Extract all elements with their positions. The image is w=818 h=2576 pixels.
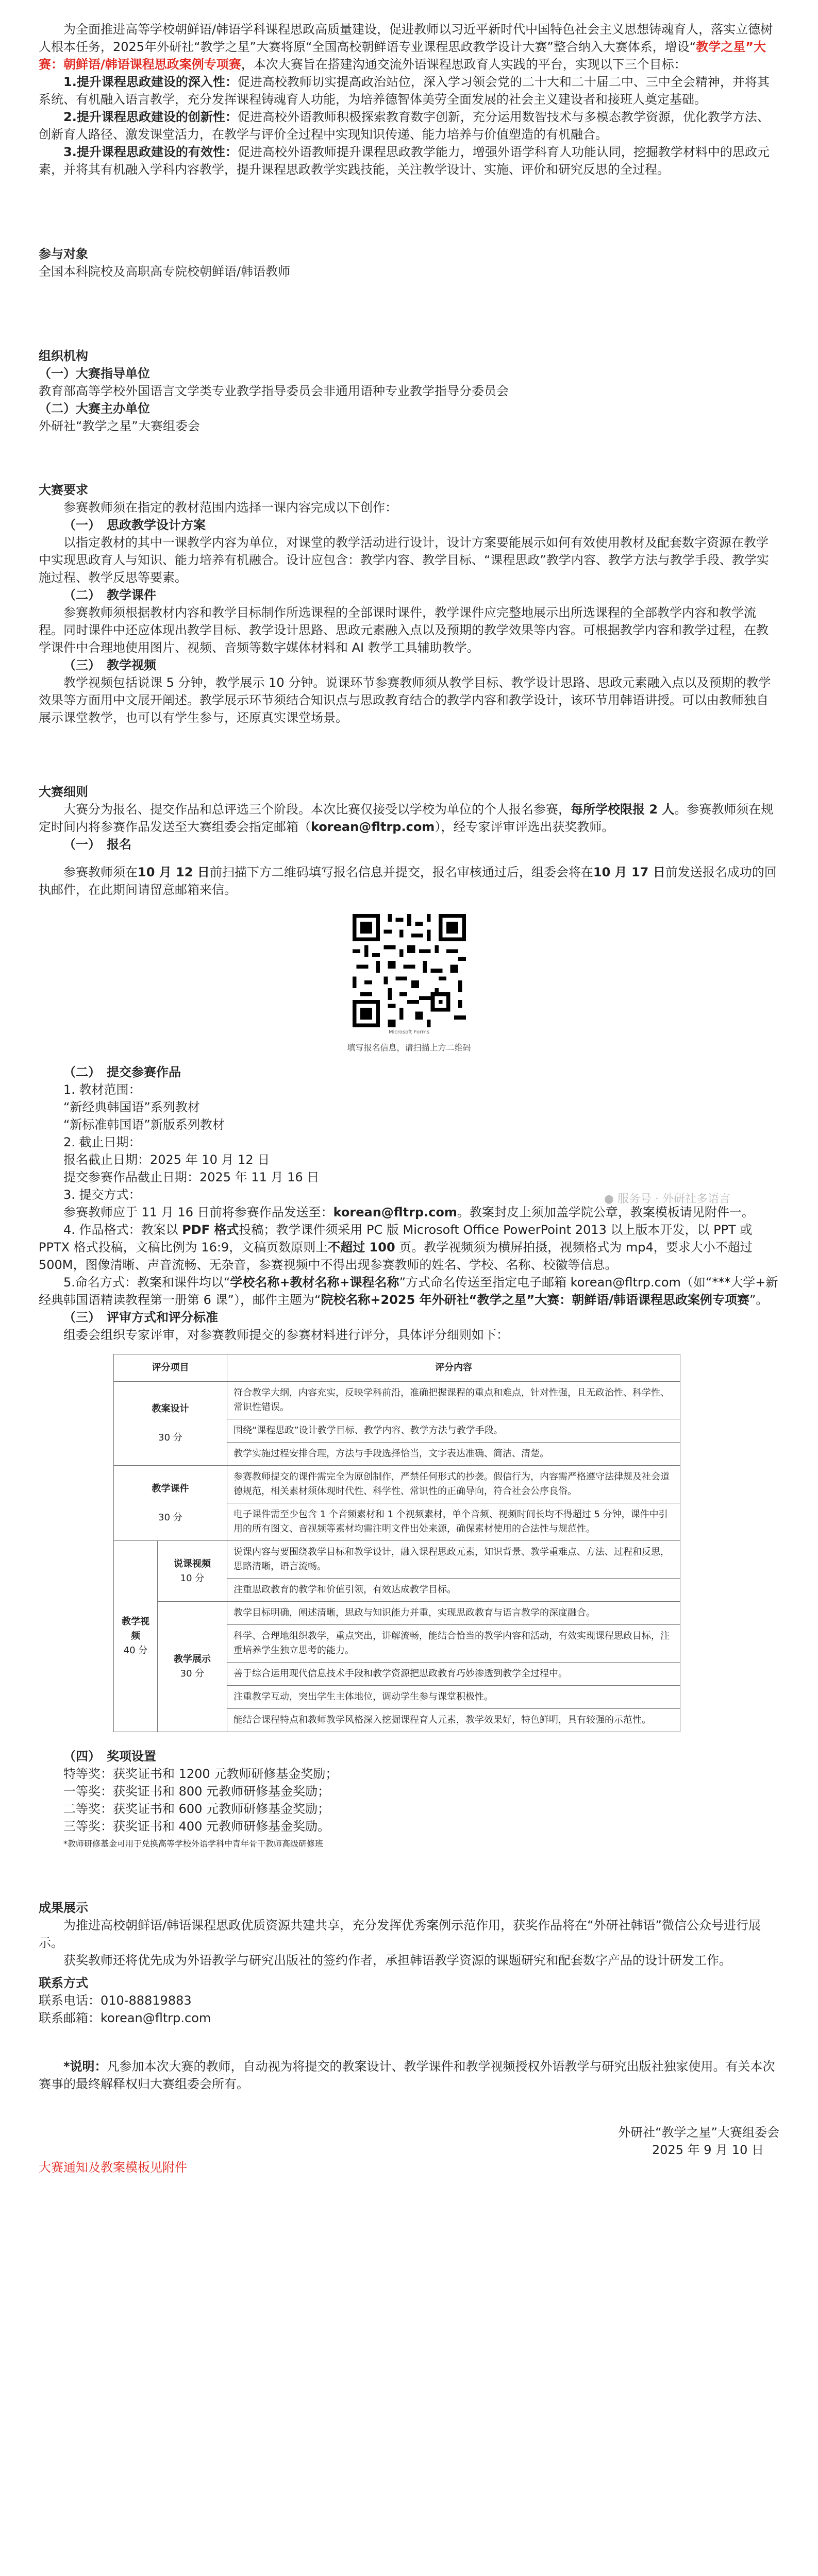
req-courseware-text: 参赛教师须根据教材内容和教学目标制作所选课程的全部课时课件，教学课件应完整地展示出所选课程的全部教学内容和教学流程。同时课件中还应体现出教学目标、教学设计思路、思政元素融入点以及预期的教学效果等内容。可根据教学内容和教学过程，在教学课件中合理地使用图片、视频、音频等数字媒体材料和 AI 教学工具辅助教学。 — [39, 605, 769, 655]
goal-1-text: 促进高校教师切实提高政治站位，深入学习领会党的二十大和二十届二中、三中全会精神，并将其系统、有机融入语言教学，充分发挥课程铸魂育人功能，为培养德智体美劳全面发展的社会主义建设者和接班人奠定基础。 — [39, 75, 770, 107]
intro-paragraph — [39, 21, 779, 73]
rules-intro — [39, 801, 779, 836]
table-cell: 电子课件需至少包含 1 个音频素材和 1 个视频素材，单个音频、视频时间长均不得超过 5 分钟，课件中引用的所有图文、音视频等素材均需注明文件出处来源，确保素材使用的合法性与规范性。 — [227, 1503, 680, 1541]
reg-receipt-date: 10 月 17 日 — [593, 865, 665, 879]
req-plan-text: 以指定教材的其中一课教学内容为单位，对课堂的教学活动进行设计，设计方案要能展示如何有效使用教材及配套数字资源在教学中实现思政育人与知识、能力培养有机融合。设计应包含：教学内容、教学目标、“课程思政”教学内容、教学方法与教学手段、教学实施过程、教学反思等要素。 — [39, 535, 769, 585]
rules-limit: 每所学校限报 2 人 — [571, 802, 675, 817]
goal-2-text: 促进高校外语教师积极探索教育数字创新，充分运用数智技术与多模态教学资源，优化教学方法、创新育人路径、激发课堂活力，在教学与评价全过程中实现知识传递、能力培养与价值塑造的有机融合。 — [39, 110, 770, 142]
courseware-category — [114, 1466, 227, 1541]
rules-text-d: ），经专家评审评选出获奖教师。 — [435, 820, 614, 834]
scoring-table — [113, 1354, 680, 1732]
format-c: 投稿；教学课件须采用 PC 版 Microsoft Office PowerPoint 2013 以上版本开发，以 PPT 或 PPTX 格式投稿，文稿比例为 16:9，文稿页数原则上 — [39, 1223, 753, 1255]
results-text-1: 为推进高校朝鲜语/韩语课程思政优质资源共建共享，充分发挥优秀案例示范作用，获奖作品将在“外研社韩语”微信公众号进行展示。 — [39, 1918, 761, 1950]
qr-code-icon — [353, 914, 466, 1027]
intro-text-end: ，本次大赛旨在搭建沟通交流外语课程思政育人实践的平台，实现以下三个目标： — [241, 57, 687, 72]
table-row — [114, 1466, 680, 1503]
awards-heading: （四） 奖项设置 — [63, 1749, 156, 1764]
watermark — [604, 1190, 730, 1206]
goal-2-title: 2.提升课程思政建设的创新性： — [63, 110, 238, 124]
submission-heading: （二） 提交参赛作品 — [63, 1065, 181, 1079]
talk-subcategory — [158, 1541, 227, 1602]
table-cell: 教学实施过程安排合理，方法与手段选择恰当，文字表达准确、简洁、清楚。 — [227, 1443, 680, 1466]
talk-score: 10 分 — [180, 1572, 205, 1584]
table-header-item: 评分项目 — [114, 1354, 227, 1382]
goal-3-title: 3.提升课程思政建设的有效性： — [63, 145, 238, 159]
requirements-heading: 大赛要求 — [39, 483, 88, 497]
table-cell: 能结合课程特点和教师教学风格深入挖掘课程育人元素，教学效果好，特色鲜明，具有较强的示范性。 — [227, 1709, 680, 1732]
plan-score: 30 分 — [158, 1432, 182, 1443]
table-cell: 围绕“课程思政”设计教学目标、教学内容、教学方法与教学手段。 — [227, 1419, 680, 1443]
req-video-heading: （三） 教学视频 — [63, 658, 156, 672]
talk-name: 说课视频 — [174, 1558, 211, 1569]
table-cell: 教学目标明确，阐述清晰，思政与知识能力并重，实现思政教育与语言教学的深度融合。 — [227, 1602, 680, 1625]
method-text-b: 。教案封皮上须加盖学院公章，教案模板请见附件一。 — [457, 1205, 754, 1219]
org-guide-text: 教育部高等学校外国语言文学类专业教学指导委员会非通用语种专业教学指导分委员会 — [39, 384, 509, 398]
materials-series-2: “新标准韩国语”新版系列教材 — [63, 1117, 225, 1132]
courseware-score: 30 分 — [158, 1512, 182, 1523]
req-courseware-heading: （二） 教学课件 — [63, 588, 156, 602]
video-name: 教学视频 — [122, 1616, 149, 1641]
signature-org: 外研社“教学之星”大赛组委会 — [618, 2125, 779, 2140]
organization-heading: 组织机构 — [39, 349, 88, 363]
rules-heading: 大赛细则 — [39, 785, 88, 799]
video-category — [114, 1541, 158, 1732]
naming-c: ”方式命名传送至指定电子邮箱 korean@fltrp.com（如“***大学+新经典韩国语精读教程第一册第 6 课”），邮件主题为“ — [39, 1275, 778, 1307]
org-host-text: 外研社“教学之星”大赛组委会 — [39, 419, 200, 433]
wechat-icon: ● — [604, 1193, 614, 1206]
rules-text-c: 。参赛教师须在规定时间内将参赛作品发送至大赛组委会指定邮箱（ — [39, 802, 774, 834]
table-cell: 符合教学大纲，内容充实，反映学科前沿，准确把握课程的重点和难点，针对性强，且无政治性、科学性、常识性错误。 — [227, 1382, 680, 1419]
award-third: 三等奖：获奖证书和 400 元教师研修基金奖励。 — [63, 1819, 330, 1834]
submission-email-link[interactable]: korean@fltrp.com — [333, 1205, 457, 1219]
disclaimer — [39, 2058, 779, 2093]
award-second: 二等奖：获奖证书和 600 元教师研修基金奖励； — [63, 1802, 330, 1816]
award-first: 一等奖：获奖证书和 800 元教师研修基金奖励； — [63, 1784, 330, 1799]
participants-text: 全国本科院校及高职高专院校朝鲜语/韩语教师 — [39, 264, 291, 279]
evaluation-heading: （三） 评审方式和评分标准 — [63, 1310, 218, 1325]
org-guide-heading: （一）大赛指导单位 — [39, 366, 150, 381]
disclaimer-text: 凡参加本次大赛的教师，自动视为将提交的教案设计、教学课件和教学视频授权外语教学与研究出版社独家使用。有关本次赛事的最终解释权归大赛组委会所有。 — [39, 2059, 775, 2091]
method-text-a: 参赛教师应于 11 月 16 日前将参赛作品发送至： — [63, 1205, 333, 1219]
rules-email-link[interactable]: korean@fltrp.com — [311, 820, 435, 834]
table-cell: 参赛教师提交的课件需完全为原创制作，严禁任何形式的抄袭。假信行为，内容需严格遵守法律规及社会道德规范，相关素材须体现时代性、科学性、常识性的正确导向，符合社会公序良俗。 — [227, 1466, 680, 1503]
deadline-registration: 报名截止日期：2025 年 10 月 12 日 — [63, 1153, 270, 1167]
deadline-submission: 提交参赛作品截止日期：2025 年 11 月 16 日 — [63, 1170, 320, 1184]
table-row — [114, 1602, 680, 1625]
reg-deadline: 10 月 12 日 — [138, 865, 210, 879]
org-host-heading: （二）大赛主办单位 — [39, 401, 150, 416]
materials-series-1: “新经典韩国语”系列教材 — [63, 1100, 200, 1114]
results-text-2: 获奖教师还将优先成为外语教学与研究出版社的签约作者，承担韩语教学资源的课题研究和配套数字产品的设计研发工作。 — [63, 1953, 731, 1968]
format-e: 页。教学视频须为横屏拍摄，视频格式为 mp4，要求大小不超过 500M，图像清晰、声音流畅、无杂音，参赛视频中不得出现参赛教师的姓名、学校、名称、校徽等信息。 — [39, 1240, 753, 1272]
goal-2 — [39, 108, 779, 143]
goal-3 — [39, 143, 779, 178]
contact-phone: 联系电话：010-88819883 — [39, 1993, 192, 2008]
deadline-label: 2. 截止日期： — [63, 1135, 141, 1149]
submission-method-label: 3. 提交方式： — [63, 1188, 141, 1202]
format-a: 4. 作品格式：教案以 — [63, 1223, 182, 1237]
naming-subject: 院校名称+2025 年外研社“教学之星”大赛：朝鲜语/韩语课程思政案例专项赛 — [321, 1293, 749, 1307]
registration-text — [39, 863, 779, 899]
qr-caption: 填写报名信息，请扫描上方二维码 — [347, 1043, 471, 1053]
evaluation-text: 组委会组织专家评审，对参赛教师提交的参赛材料进行评分，具体评分细则如下： — [63, 1328, 509, 1342]
rules-text-a: 大赛分为报名、提交作品和总评选三个阶段。本次比赛仅接受以学校为单位的个人报名参赛， — [63, 802, 571, 817]
disclaimer-label: *说明： — [63, 2059, 107, 2074]
results-heading: 成果展示 — [39, 1901, 88, 1915]
req-video-text: 教学视频包括说课 5 分钟，教学展示 10 分钟。说课环节参赛教师须从教学目标、教学设计思路、思政元素融入点以及预期的教学效果等方面用中文展开阐述。教学展示环节须结合知识点与思政教育结合的教学内容和教学设计，该环节用韩语讲授。可以由教师独自展示课堂教学，也可以有学生参与，还原真实课堂场景。 — [39, 675, 771, 725]
goal-1-title: 1.提升课程思政建设的深入性： — [63, 75, 238, 89]
format-pdf: PDF 格式 — [182, 1223, 239, 1237]
naming-a: 5.命名方式：教案和课件均以“ — [63, 1275, 230, 1290]
format-page-limit: 不超过 100 — [328, 1240, 395, 1255]
contact-heading: 联系方式 — [39, 1976, 88, 1990]
table-cell: 善于综合运用现代信息技术手段和教学资源把思政教育巧妙渗透到教学全过程中。 — [227, 1663, 680, 1686]
award-special: 特等奖：获奖证书和 1200 元教师研修基金奖励； — [63, 1767, 338, 1781]
video-score: 40 分 — [123, 1645, 148, 1656]
reg-text-e: 前发送报名成功的回执邮件，在此期间请留意邮箱来信。 — [39, 865, 777, 897]
table-header-row — [114, 1354, 680, 1382]
attachment-link[interactable]: 大赛通知及教案模板见附件 — [39, 2160, 187, 2175]
table-cell: 科学、合理地组织教学，重点突出，讲解流畅，能结合恰当的教学内容和活动，有效实现课程思政目标，注重培养学生独立思考的能力。 — [227, 1625, 680, 1663]
table-cell: 注重思政教育的教学和价值引领，有效达成教学目标。 — [227, 1579, 680, 1602]
plan-category — [114, 1382, 227, 1466]
document-content — [39, 21, 779, 2176]
show-name: 教学展示 — [174, 1654, 211, 1665]
table-cell: 说课内容与要围绕教学目标和教学设计，融入课程思政元素，知识背景、教学重难点、方法、过程和反思，思路清晰，语言流畅。 — [227, 1541, 680, 1579]
format-text — [39, 1221, 779, 1274]
award-note: *教师研修基金可用于兑换高等学校外语学科中青年骨干教师高级研修班 — [63, 1839, 324, 1849]
courseware-name: 教学课件 — [152, 1483, 189, 1494]
goal-3-text: 促进高校外语教师提升课程思政教学能力，增强外语学科育人功能认同，挖掘教学材料中的思政元素，并将其有机融入学科内容教学，提升课程思政教学实践技能，关注教学设计、实施、评价和研究反思的全过程。 — [39, 145, 770, 177]
goal-1 — [39, 73, 779, 108]
table-cell: 注重教学互动，突出学生主体地位，调动学生参与课堂积极性。 — [227, 1686, 680, 1709]
req-plan-heading: （一） 思政教学设计方案 — [63, 518, 206, 532]
contact-email[interactable]: 联系邮箱：korean@fltrp.com — [39, 2011, 211, 2025]
plan-name: 教案设计 — [152, 1403, 189, 1414]
reg-text-c: 前扫描下方二维码填写报名信息并提交，报名审核通过后，组委会将在 — [209, 865, 593, 879]
qr-forms-label: Microsoft Forms — [388, 1029, 430, 1035]
table-row — [114, 1541, 680, 1579]
requirements-intro: 参赛教师须在指定的教材范围内选择一课内容完成以下创作： — [63, 500, 397, 515]
watermark-text: 服务号 · 外研社多语言 — [617, 1193, 730, 1206]
signature-date: 2025 年 9 月 10 日 — [652, 2143, 764, 2157]
participants-heading: 参与对象 — [39, 247, 88, 261]
naming-e: ”。 — [749, 1293, 769, 1307]
intro-highlight: 教学之星”大赛：朝鲜语/韩语课程思政案例专项赛 — [39, 40, 766, 72]
materials-label: 1. 教材范围： — [63, 1082, 141, 1097]
naming-rule: 学校名称+教材名称+课程名称 — [230, 1275, 399, 1290]
table-row — [114, 1382, 680, 1419]
reg-text-a: 参赛教师须在 — [63, 865, 138, 879]
intro-text: 为全面推进高等学校朝鲜语/韩语学科课程思政高质量建设，促进教师以习近平新时代中国特色社会主义思想铸魂育人，落实立德树人根本任务，2025年外研社“教学之星”大赛将原“全国高校朝鲜语专业课程思政教学设计大赛”整合纳入大赛体系，增设“ — [39, 22, 773, 54]
registration-qr-code[interactable] — [353, 914, 466, 1027]
submission-method-text — [39, 1204, 779, 1221]
naming-text — [39, 1274, 779, 1309]
show-score: 30 分 — [180, 1668, 205, 1679]
show-subcategory — [158, 1602, 227, 1732]
table-header-content: 评分内容 — [227, 1354, 680, 1382]
registration-heading: （一） 报名 — [63, 837, 131, 852]
